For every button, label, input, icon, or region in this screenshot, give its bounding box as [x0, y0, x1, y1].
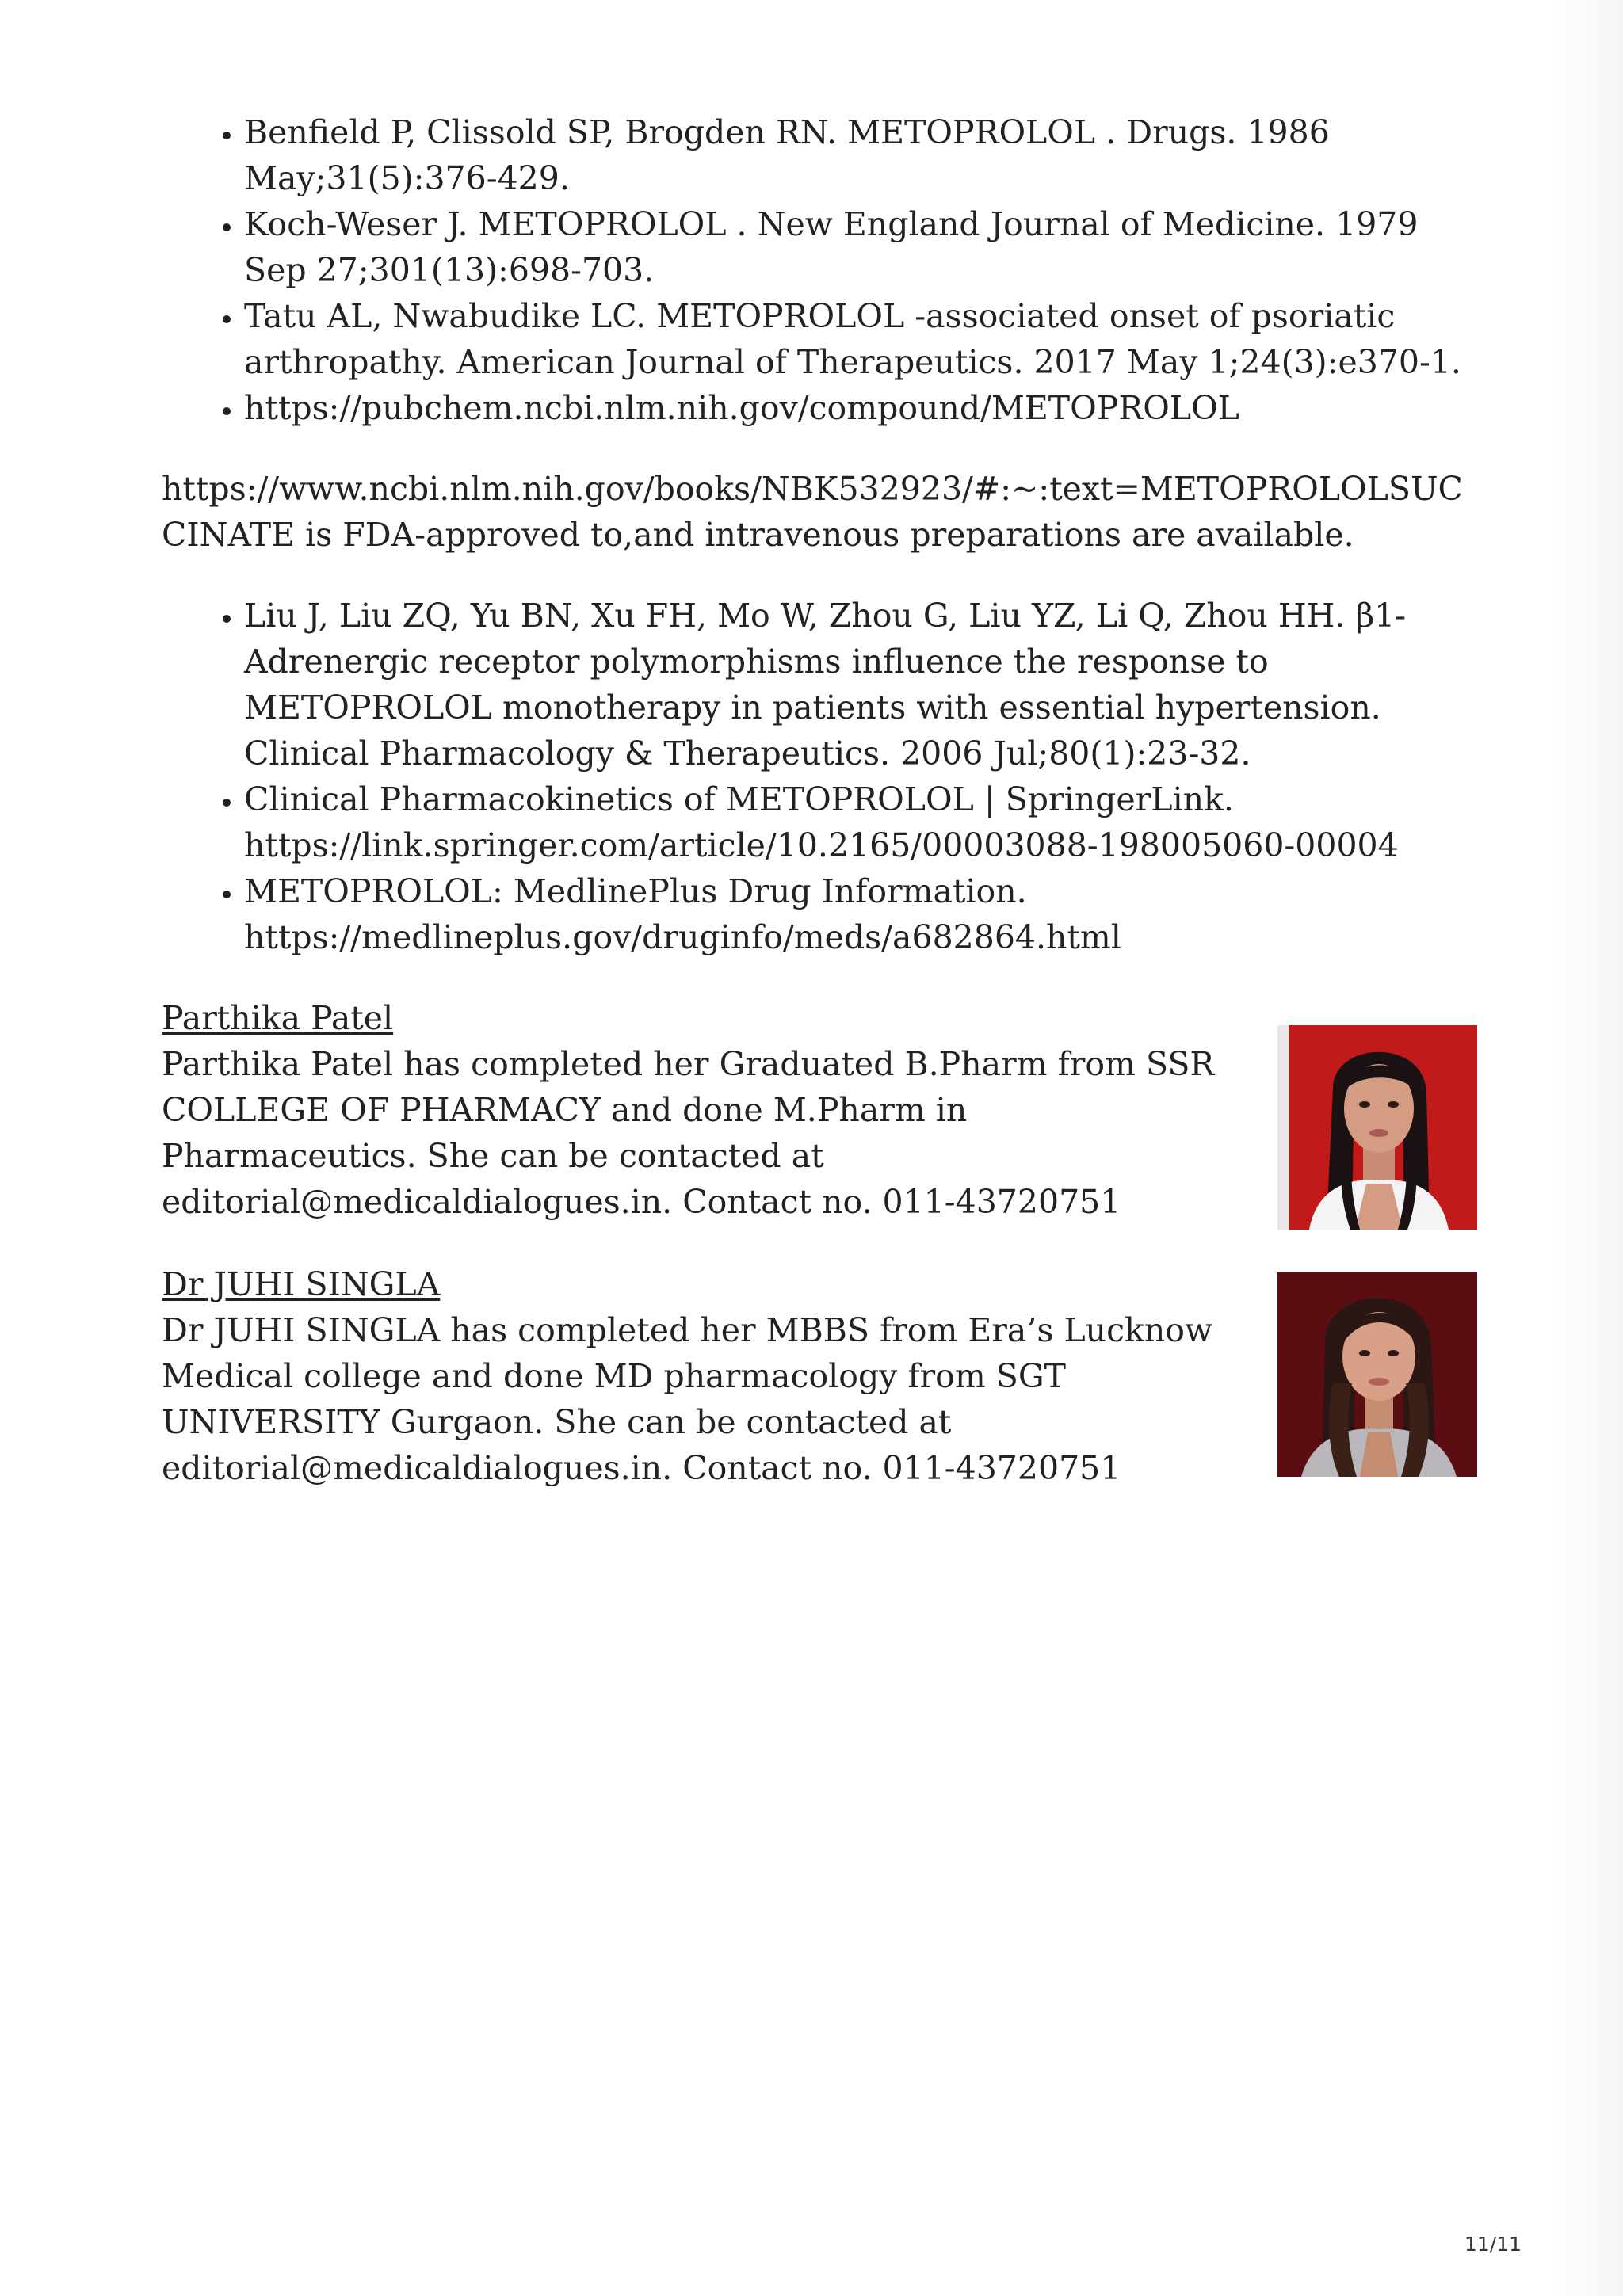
reference-item: • Tatu AL, Nwabudike LC. METOPROLOL -associated onset of psoriatic arthropathy. American Journal of Therapeutics. 2017 May 1;24(3):e370-1.	[244, 293, 1477, 385]
author-bio: Dr JUHI SINGLA has completed her MBBS from Era’s Lucknow Medical college and done MD pharmacology from SGT UNIVERSITY Gurgaon. She can be contacted at editorial@medicaldialogues.in. Contact no. 011-43720751	[162, 1311, 1213, 1487]
portrait-image	[1277, 1025, 1477, 1230]
source-paragraph: https://www.ncbi.nlm.nih.gov/books/NBK532923/#:~:text=METOPROLOLSUCCINATE is FDA-approved to,and intravenous preparations are available.	[162, 470, 1463, 554]
page-number: 11/11	[1465, 2233, 1522, 2256]
author-name-link[interactable]: Parthika Patel	[162, 999, 394, 1037]
page-edge-shadow	[1552, 0, 1623, 2296]
reference-item-link[interactable]: • https://pubchem.ncbi.nlm.nih.gov/compound/METOPROLOL	[244, 385, 1477, 431]
author-card-parthika-patel	[162, 995, 1477, 1225]
author-card-juhi-singla	[162, 1261, 1477, 1491]
reference-item: • Clinical Pharmacokinetics of METOPROLOL | SpringerLink. https://link.springer.com/article/10.2165/00003088-198005060-00004	[244, 776, 1477, 868]
author-text	[162, 1261, 1216, 1491]
page-content	[162, 109, 1477, 1491]
reference-item: • Benfield P, Clissold SP, Brogden RN. METOPROLOL . Drugs. 1986 May;31(5):376-429.	[244, 109, 1477, 201]
author-photo	[1277, 1272, 1477, 1477]
reference-list-bottom	[162, 593, 1477, 960]
reference-list-top	[162, 109, 1477, 431]
reference-item: • Koch-Weser J. METOPROLOL . New England Journal of Medicine. 1979 Sep 27;301(13):698-703.	[244, 201, 1477, 293]
author-name-link[interactable]: Dr JUHI SINGLA	[162, 1265, 441, 1303]
reference-item: • METOPROLOL: MedlinePlus Drug Information. https://medlineplus.gov/druginfo/meds/a682864.html	[244, 868, 1477, 960]
author-photo	[1277, 1025, 1477, 1230]
author-bio: Parthika Patel has completed her Graduated B.Pharm from SSR COLLEGE OF PHARMACY and done M.Pharm in Pharmaceutics. She can be contacted at editorial@medicaldialogues.in. Contact no. 011-43720751	[162, 1045, 1215, 1221]
reference-item: • Liu J, Liu ZQ, Yu BN, Xu FH, Mo W, Zhou G, Liu YZ, Li Q, Zhou HH. β1-Adrenergic receptor polymorphisms influence the response to METOPROLOL monotherapy in patients with essential hypertension. Clinical Pharmacology & Therapeutics. 2006 Jul;80(1):23-32.	[244, 593, 1477, 776]
author-text	[162, 995, 1216, 1225]
portrait-image	[1277, 1272, 1477, 1477]
